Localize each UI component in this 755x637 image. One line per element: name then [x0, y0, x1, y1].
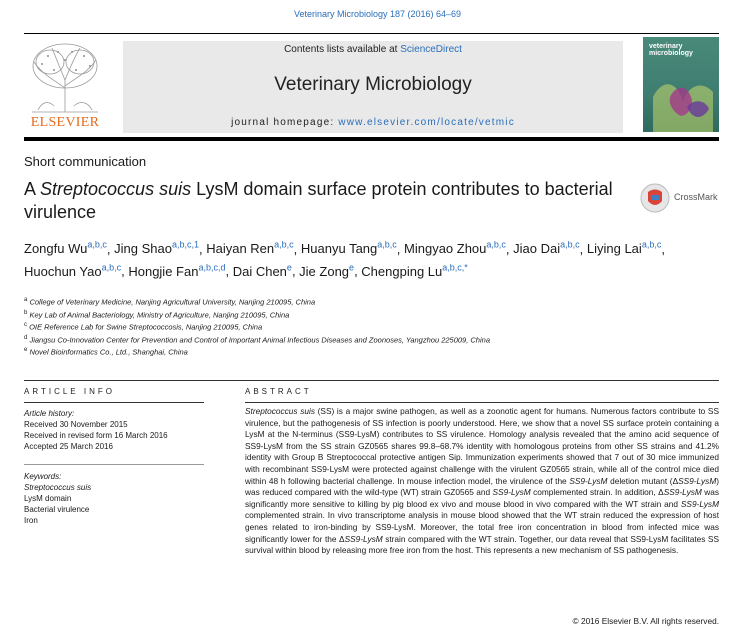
cover-title: veterinary microbiology	[649, 43, 693, 57]
keyword[interactable]: Iron	[24, 516, 38, 525]
copyright-notice: © 2016 Elsevier B.V. All rights reserved.	[572, 616, 719, 626]
author-list: Zongfu Wu$^{a,b,c}$, Jing Shao$^{a,b,c,1}$, Haiyan Ren$^{a,b,c}$, Huanyu Tang$^{a,b,c}$, Mingyao Zhou$^{a,b,c}$, Jiao Dai$^{a,b,c}$, Liying Lai$^{a,b,c}$, Huochun Yao$^{a,b,c}$, Hongjie Fan$^{a,b,c,d}$, Dai Chen$^e$, Jie Zong$^e$, Chengping $Lu^{a,b,c,*}$	[24, 240, 665, 279]
author[interactable]: Chengping $Lu^{a,b,c,*}$	[361, 262, 468, 279]
author[interactable]: Mingyao Zhou$^{a,b,c}$	[404, 240, 506, 257]
cover-artwork	[643, 37, 719, 132]
affiliation: $^c$ OIE Reference Lab for Swine Streptococcosis, Nanjing 210095, China	[24, 322, 263, 332]
crossmark-icon	[640, 183, 670, 213]
title-species: Streptococcus suis	[40, 179, 192, 199]
journal-header	[24, 33, 719, 135]
keyword[interactable]: LysM domain	[24, 494, 72, 503]
received-date: Received 30 November 2015	[24, 420, 128, 429]
info-divider	[24, 464, 204, 465]
homepage-line	[123, 117, 623, 128]
affiliation-list	[24, 295, 724, 358]
affiliation: $^b$ Key Lab of Animal Bacteriology, Ministry of Agriculture, Nanjing 210095, China	[24, 309, 290, 319]
keyword[interactable]: Streptococcus suis	[24, 483, 92, 492]
keywords-label: Keywords:	[24, 472, 62, 481]
author[interactable]: Haiyan Ren$^{a,b,c}$	[206, 240, 294, 257]
author[interactable]: Zongfu Wu$^{a,b,c}$	[24, 240, 107, 257]
article-type: Short communication	[24, 154, 147, 169]
contents-prefix: Contents lists available at	[284, 44, 401, 55]
author[interactable]: Jiao Dai$^{a,b,c}$	[513, 240, 580, 257]
crossmark-badge[interactable]	[640, 183, 730, 213]
abstract-body: Streptococcus suis (SS) is a major swine pathogen, as well as a zoonotic agent for humans. Numerous factors contribute to SS virulence, but the pathogenesis of SS infection is poorly understood. Here, we show that a novel SS surface protein containing a LysM at the N-terminus (SS9-LysM) contributes to SS virulence. Homology analysis revealed that the amino acid sequence of SS9-LysM from the SS strain GZ0565 shares 99.8–68.7% identity with homologous proteins from other SS strains and 41.2% identity with Group B Streptococcal protective antigen Sip. Immunization experiments showed that 7 out of 30 mice immunized with recombinant SS9-LysM were protected against challenge with the virulent GZ0565 strain, while all of the control mice died within 48 h following bacterial challenge. In mouse infection model, the virulence of the SS9-LysM deletion mutant (ΔSS9-LysM) was reduced compared with the wild-type (WT) strain GZ0565 and SS9-LysM complemented strain. In addition, ΔSS9-LysM was significantly more sensitive to killing by pig blood ex vivo and mouse blood in vivo compared with the WT strain and SS9-LysM complemented strain. In vivo transcriptome analysis in mouse blood showed that the WT strain reduced the expression of host genes related to iron-binding by SS9-LysM. Moreover, the total free iron concentration in blood from infected mice was significantly lower for the ΔSS9-LysM strain compared with the WT strain. Together, our data reveal that SS9-LysM facilitates SS survival within blood by releasing more free iron from the host. This represents a new mechanism of SS pathogenesis.	[245, 406, 720, 556]
abstract-rule	[245, 402, 719, 403]
crossmark-label: CrossMark	[674, 192, 718, 202]
accepted-date: Accepted 25 March 2016	[24, 442, 113, 451]
article-info-heading: ARTICLE INFO	[24, 387, 115, 396]
contents-line	[123, 44, 623, 55]
revised-date: Received in revised form 16 March 2016	[24, 431, 168, 440]
sciencedirect-link[interactable]: ScienceDirect	[400, 44, 462, 55]
header-bottom-rule	[24, 137, 719, 141]
keyword[interactable]: Bacterial virulence	[24, 505, 90, 514]
affiliation: $^e$ Novel Bioinformatics Co., Ltd., Shanghai, China	[24, 347, 188, 357]
homepage-url-link[interactable]: www.elsevier.com/locate/vetmic	[338, 117, 515, 128]
section-rule	[24, 380, 719, 381]
author[interactable]: Jie Zong$^e$	[299, 262, 355, 279]
homepage-prefix: journal homepage:	[231, 117, 339, 128]
article-title	[24, 178, 624, 224]
author[interactable]: Huochun Yao$^{a,b,c}$	[24, 262, 122, 279]
affiliation: $^d$ Jiangsu Co-Innovation Center for Prevention and Control of Important Animal Infectious Diseases and Zoonoses, Yangzhou 225009, China	[24, 334, 490, 344]
abstract-heading: ABSTRACT	[245, 387, 312, 396]
author[interactable]: Liying Lai$^{a,b,c}$	[586, 240, 662, 257]
article-info-rule	[24, 402, 204, 403]
article-history	[24, 408, 204, 452]
keywords	[24, 471, 204, 526]
title-rest: LysM domain surface protein contributes to bacterial virulence	[24, 179, 613, 222]
history-label: Article history:	[24, 409, 75, 418]
header-top-rule	[24, 33, 719, 34]
masthead-box	[123, 41, 623, 133]
title-prefix: A	[24, 179, 41, 199]
journal-citation[interactable]: Veterinary Microbiology 187 (2016) 64–69	[293, 9, 462, 19]
journal-cover-thumbnail[interactable]	[643, 37, 719, 132]
journal-title: Veterinary Microbiology	[274, 74, 472, 95]
author[interactable]: Huanyu Tang$^{a,b,c}$	[300, 240, 397, 257]
author[interactable]: Hongjie Fan$^{a,b,c,d}$	[128, 262, 226, 279]
affiliation: $^a$ College of Veterinary Medicine, Nanjing Agricultural University, Nanjing 210095, China	[24, 297, 316, 307]
author[interactable]: Dai Chen$^e$	[232, 262, 292, 279]
author[interactable]: Jing Shao$^{a,b,c,1}$	[114, 240, 199, 257]
elsevier-wordmark[interactable]: ELSEVIER	[30, 115, 100, 130]
